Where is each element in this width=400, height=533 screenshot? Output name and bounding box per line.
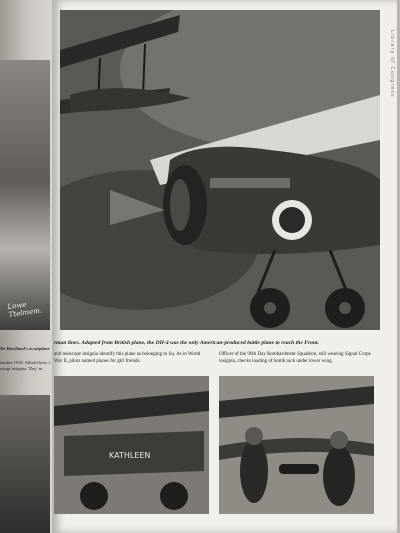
bottom-section: [54, 352, 384, 522]
kathleen-plane-illustration: [54, 376, 209, 514]
bottom-left-caption: and telescope insignia identify this plane as belonging to Sq. As in World War II, pilots named planes for girl friends.: [54, 352, 201, 364]
painting-signature: Lowe Ttelmem.: [7, 300, 43, 319]
main-caption-text: rman lines. Adapted from British plane, the DH-4 was the only American-produced battle plane to reach the Front.: [54, 340, 319, 346]
right-page: [52, 0, 397, 533]
bottom-right-caption: Officer of the 96th Day Bombardment Squadron, still wearing Signal Corps insignia, checks loading of bomb rack under lower wing.: [219, 352, 371, 364]
hero-painting-dh4: [60, 10, 380, 330]
main-caption: [54, 340, 384, 347]
bomb-loading-photo: [219, 376, 374, 514]
left-page: [0, 0, 52, 533]
left-page-caption-text: tember 1918. Allied flyers 1 wings insignia. 'Day' m: [0, 360, 51, 371]
bottom-right-column: [219, 352, 374, 514]
left-page-photo-bottom: [0, 395, 50, 533]
side-credit-strip: Library of Congress: [389, 30, 395, 98]
dh4-illustration: [60, 10, 380, 330]
left-page-caption-title: De Havilland's as airplane: [0, 346, 50, 351]
kathleen-plane-photo: [54, 376, 209, 514]
bomb-loading-illustration: [219, 376, 374, 514]
plane-name-label: KATHLEEN: [109, 451, 151, 460]
bottom-left-column: [54, 352, 209, 514]
left-page-photo-top: [0, 60, 50, 330]
